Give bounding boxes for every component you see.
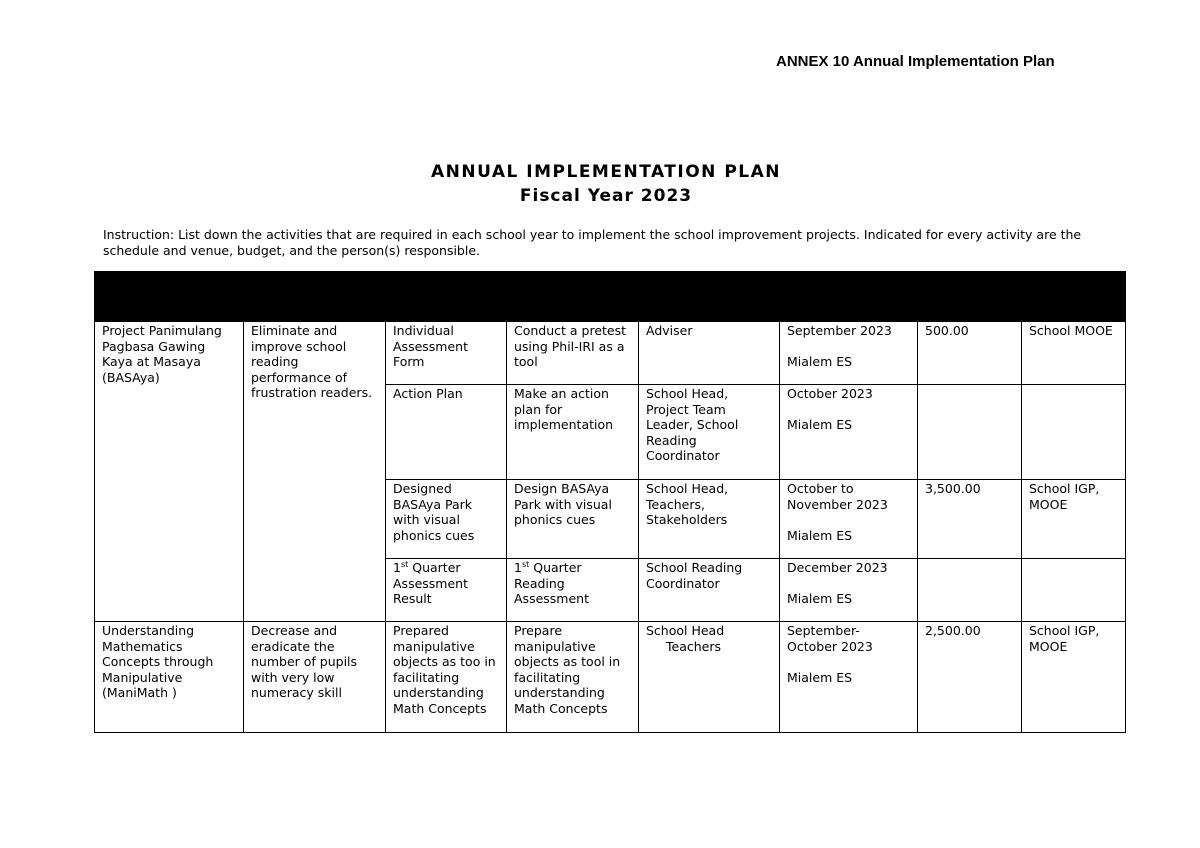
objective-cell: Decrease and eradicate the number of pupils with very low numeracy skill <box>244 622 386 733</box>
budget-cell <box>918 385 1022 480</box>
persons-cell: School Head, Teachers, Stakeholders <box>639 480 780 559</box>
venue-text: Mialem ES <box>787 417 853 433</box>
budget-cell: 500.00 <box>918 322 1022 385</box>
header-cell <box>918 272 1022 322</box>
schedule-cell <box>780 322 918 385</box>
schedule-cell <box>780 385 918 480</box>
activity-ordinal-suffix: st <box>521 559 530 569</box>
activity-cell: Make an action plan for implementation <box>507 385 639 480</box>
activity-ordinal: 1 <box>514 560 522 575</box>
header-cell <box>1022 272 1126 322</box>
persons-cell: School Reading Coordinator <box>639 559 780 622</box>
schedule-text: December 2023 <box>787 560 888 575</box>
activity-cell: Prepare manipulative objects as tool in facilitating understanding Math Concepts <box>507 622 639 733</box>
persons-line: School Head <box>646 623 725 638</box>
output-cell: Individual Assessment Form <box>386 322 507 385</box>
activity-cell <box>507 559 639 622</box>
output-cell <box>386 559 507 622</box>
schedule-cell <box>780 559 918 622</box>
schedule-text: September-October 2023 <box>787 623 873 654</box>
table-row <box>95 622 1126 733</box>
source-cell <box>1022 559 1126 622</box>
activity-text: Quarter Reading Assessment <box>514 560 589 607</box>
header-cell <box>95 272 244 322</box>
schedule-cell <box>780 622 918 733</box>
schedule-text: October 2023 <box>787 386 873 401</box>
output-cell: Action Plan <box>386 385 507 480</box>
output-ordinal-suffix: st <box>400 559 409 569</box>
persons-cell: Adviser <box>639 322 780 385</box>
header-cell <box>507 272 639 322</box>
header-cell <box>639 272 780 322</box>
instruction-text: Instruction: List down the activities that are required in each school year to implement the school improvement projects. Indicated for every activity are the schedule and venue, budget, and the person(s) responsible. <box>103 227 1082 258</box>
source-cell <box>1022 385 1126 480</box>
table-row <box>95 322 1126 385</box>
persons-cell <box>639 622 780 733</box>
budget-cell: 2,500.00 <box>918 622 1022 733</box>
project-name-cell: Understanding Mathematics Concepts through Manipulative (ManiMath ) <box>95 622 244 733</box>
venue-text: Mialem ES <box>787 591 853 607</box>
annex-label: ANNEX 10 Annual Implementation Plan <box>776 53 1055 70</box>
budget-cell: 3,500.00 <box>918 480 1022 559</box>
venue-text: Mialem ES <box>787 669 853 685</box>
venue-text: Mialem ES <box>787 354 853 370</box>
output-cell: Prepared manipulative objects as too in facilitating understanding Math Concepts <box>386 622 507 733</box>
budget-cell <box>918 559 1022 622</box>
table-header-row <box>95 272 1126 322</box>
venue-text: Mialem ES <box>787 527 853 543</box>
header-cell <box>244 272 386 322</box>
activity-cell: Design BASAya Park with visual phonics cues <box>507 480 639 559</box>
implementation-plan-table <box>94 271 1126 733</box>
persons-line: Teachers <box>666 638 721 654</box>
source-cell: School MOOE <box>1022 322 1126 385</box>
header-cell <box>386 272 507 322</box>
page-subtitle: Fiscal Year 2023 <box>519 186 693 206</box>
source-cell: School IGP, MOOE <box>1022 622 1126 733</box>
persons-cell: School Head, Project Team Leader, School Reading Coordinator <box>639 385 780 480</box>
source-cell: School IGP, MOOE <box>1022 480 1126 559</box>
page-title: ANNUAL IMPLEMENTATION PLAN <box>430 162 781 182</box>
output-text: Quarter Assessment Result <box>393 560 468 607</box>
schedule-cell <box>780 480 918 559</box>
objective-cell: Eliminate and improve school reading performance of frustration readers. <box>244 322 386 622</box>
output-ordinal: 1 <box>393 560 401 575</box>
schedule-text: September 2023 <box>787 323 892 338</box>
header-cell <box>780 272 918 322</box>
output-cell: Designed BASAya Park with visual phonics cues <box>386 480 507 559</box>
activity-cell: Conduct a pretest using Phil-IRI as a tool <box>507 322 639 385</box>
project-name-cell: Project Panimulang Pagbasa Gawing Kaya at Masaya (BASAya) <box>95 322 244 622</box>
schedule-text: October to November 2023 <box>787 481 888 512</box>
